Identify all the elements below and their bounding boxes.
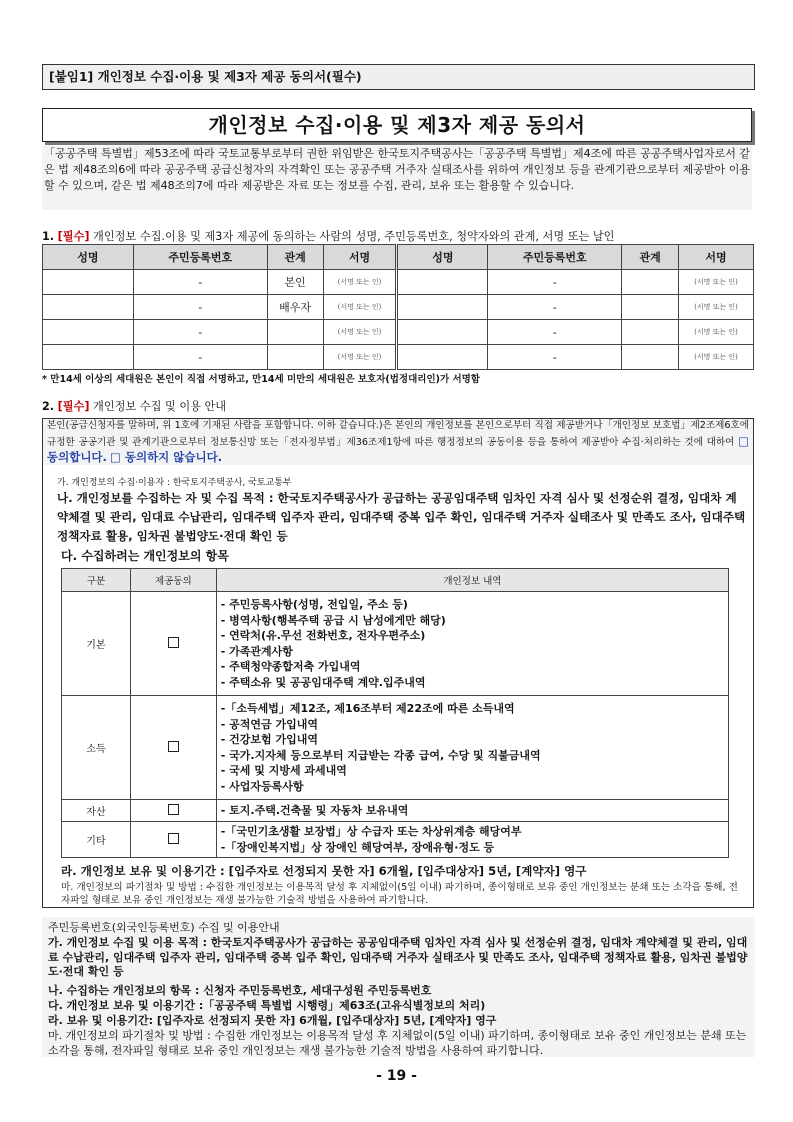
list-item: - 공적연금 가입내역 [220, 717, 319, 731]
section2-intro [43, 419, 753, 465]
table-row [43, 320, 754, 345]
signature-field[interactable]: (서명 또는 인) [323, 295, 397, 320]
items-list [216, 592, 728, 696]
checkbox-icon [168, 637, 179, 648]
destruction-line: 마. 개인정보의 파기절차 및 방법 : 수집한 개인정보는 이용목적 달성 후 지체없이(5일 이내) 파기하며, 종이형태로 보유 중인 개인정보는 분쇄 또는 소각을 통해, 전자파일 형태로 보유 중인 개인정보는 재생 불가능한 기술적 방법을 사용하여 파기합니다. [61, 882, 738, 906]
relation-cell: 배우자 [267, 295, 323, 320]
section1-note: * 만14세 이상의 세대원은 본인이 직접 서명하고, 만14세 미만의 세대원은 보호자(법정대리인)가 서명함 [42, 374, 480, 385]
section2-intro-text: 본인(공급신청자를 말하며, 위 1호에 기재된 사람을 포함합니다. 이하 같습니다.)은 본인의 개인정보를 본인으로부터 직접 제공받거나「개인정보 보호법」제2조제6호에 규정한 공공기관 및 관계기관으로부터 정보통신망 또는「전자정부법」제36조제1항에 따른 행정정보의 공동이용 등을 통하여 제공받아 수집·처리하는 것에 대하여 [47, 420, 749, 448]
section2-required-tag: [필수] [57, 400, 90, 413]
section2-number: 2. [42, 400, 55, 413]
rrn-field[interactable]: - [488, 320, 622, 345]
list-item: - 국가.지자체 등으로부터 지급받는 각종 급여, 수당 및 직불금내역 [220, 748, 541, 762]
retention-line: 라. 개인정보 보유 및 이용기간 : [입주자로 선정되지 못한 자] 6개월, [입주대상자] 5년, [계약자] 영구 [61, 864, 587, 878]
items-list [216, 822, 728, 858]
signature-field[interactable]: (서명 또는 인) [323, 270, 397, 295]
list-item: - 주민등록사항(성명, 전입일, 주소 등) [220, 598, 408, 611]
section2-heading [42, 398, 226, 414]
list-item: - 건강보험 가입내역 [220, 733, 319, 746]
rrn-items: 나. 수집하는 개인정보의 항목 : 신청자 주민등록번호, 세대구성원 주민등록번호 [48, 984, 432, 997]
checkbox-icon [168, 804, 179, 815]
col-signature: 서명 [323, 245, 397, 270]
col-consent: 제공동의 [130, 569, 216, 592]
table-row [62, 696, 729, 800]
personal-info-items-table [61, 568, 729, 858]
relation-field[interactable] [622, 320, 679, 345]
table-row [62, 800, 729, 822]
name-field[interactable] [43, 295, 134, 320]
name-field[interactable] [397, 320, 488, 345]
col-category: 구분 [62, 569, 131, 592]
name-field[interactable] [397, 345, 488, 370]
section2-text: 개인정보 수집 및 이용 안내 [93, 400, 227, 413]
col-name: 성명 [397, 245, 488, 270]
rrn-field[interactable]: - [488, 295, 622, 320]
rrn-purpose: 가. 개인정보 수집 및 이용 목적 : 한국토지주택공사가 공급하는 공공임대주택 임차인 자격 심사 및 선정순위 결정, 임대차 계약체결 및 관리, 임대료 수납관리, 임대주택 입주자 관리, 임대주택 중복 입주 확인, 임대주택 거주자 실태조사 및 만족도 조사, 임대주택 정책자료 활용, 임차권 불법양도·전대 확인 등 [48, 936, 748, 978]
list-item: - 가족관계사항 [220, 644, 293, 658]
category-basic: 기본 [62, 592, 131, 696]
consent-checkbox[interactable] [130, 696, 216, 800]
rrn-field[interactable]: - [488, 345, 622, 370]
appendix-heading: [붙임1] 개인정보 수집·이용 및 제3자 제공 동의서(필수) [42, 64, 755, 90]
name-field[interactable] [43, 270, 134, 295]
rrn-legal-basis: 다. 개인정보 보유 및 이용기간 :「공공주택 특별법 시행령」제63조(고유식별정보의 처리) [48, 999, 486, 1012]
rrn-field[interactable]: - [133, 345, 267, 370]
relation-field[interactable] [622, 295, 679, 320]
rrn-field[interactable]: - [488, 270, 622, 295]
intro-paragraph: 「공공주택 특별법」제53조에 따라 국토교통부로부터 권한 위임받은 한국토지주택공사는「공공주택 특별법」제4조에 따른 공공주택사업자로서 같은 법 제48조의6에 따라 공공주택 공급신청자의 자격확인 또는 공공주택 거주자 실태조사를 위하여 개인정보 등을 관계기관으로부터 제공받아 이용할 수 있으며, 같은 법 제48조의7에 따라 제공받은 자료 또는 정보를 수집, 관리, 보유 또는 활용할 수 있습니다. [42, 146, 752, 210]
signature-field[interactable]: (서명 또는 인) [323, 345, 397, 370]
relation-cell: 본인 [267, 270, 323, 295]
signature-field[interactable]: (서명 또는 인) [679, 270, 754, 295]
table-row [62, 592, 729, 696]
relation-field[interactable] [622, 345, 679, 370]
disagree-option[interactable]: □ 동의하지 않습니다. [109, 450, 223, 464]
section1-number: 1. [42, 230, 55, 243]
relation-field[interactable] [267, 320, 323, 345]
collector-line: 가. 개인정보의 수집·이용자 : 한국토지주택공사, 국토교통부 [57, 478, 292, 488]
col-details: 개인정보 내역 [216, 569, 728, 592]
list-item: - 연락처(유.무선 전화번호, 전자우편주소) [220, 629, 426, 642]
col-signature: 서명 [679, 245, 754, 270]
relation-field[interactable] [267, 345, 323, 370]
collection-info-box [42, 418, 754, 908]
table-row [43, 345, 754, 370]
items-list [216, 696, 728, 800]
col-relation: 관계 [622, 245, 679, 270]
checkbox-icon [168, 833, 179, 844]
name-field[interactable] [43, 345, 134, 370]
list-item: - 주택청약종합저축 가입내역 [220, 660, 361, 673]
table-row [62, 822, 729, 858]
section1-heading [42, 228, 615, 244]
name-field[interactable] [397, 295, 488, 320]
category-assets: 자산 [62, 800, 131, 822]
consent-checkbox[interactable] [130, 822, 216, 858]
rrn-field[interactable]: - [133, 295, 267, 320]
name-field[interactable] [397, 270, 488, 295]
rrn-heading: 주민등록번호(외국인등록번호) 수집 및 이용안내 [48, 921, 280, 934]
document-title: 개인정보 수집·이용 및 제3자 제공 동의서 [42, 108, 752, 142]
page-number: - 19 - [376, 1068, 417, 1084]
relation-field[interactable] [622, 270, 679, 295]
col-rrn: 주민등록번호 [133, 245, 267, 270]
rrn-field[interactable]: - [133, 320, 267, 345]
signature-field[interactable]: (서명 또는 인) [679, 320, 754, 345]
signature-field[interactable]: (서명 또는 인) [323, 320, 397, 345]
list-item: - 토지.주택.건축물 및 자동차 보유내역 [220, 803, 409, 817]
consent-checkbox[interactable] [130, 800, 216, 822]
items-list [216, 800, 728, 822]
category-other: 기타 [62, 822, 131, 858]
table-row [43, 270, 754, 295]
table-row [43, 295, 754, 320]
name-field[interactable] [43, 320, 134, 345]
list-item: - 주택소유 및 공공임대주택 계약.입주내역 [220, 675, 426, 689]
purpose-line: 나. 개인정보를 수집하는 자 및 수집 목적 : 한국토지주택공사가 공급하는 공공임대주택 임차인 자격 심사 및 선정순위 결정, 임대차 계약체결 및 관리, 임대료 수납관리, 임대주택 입주자 관리, 임대주택 중복 입주 확인, 임대주택 거주자 실태조사 및 만족도 조사, 임대주택 정책자료 활용, 임차권 불법양도·전대 확인 등 [57, 491, 746, 543]
agree-option[interactable]: □ 동의합니다. [47, 433, 749, 464]
list-item: -「장애인복지법」상 장애인 해당여부, 장애유형·정도 등 [220, 840, 495, 854]
consent-signature-table [42, 244, 754, 370]
checkbox-icon [168, 741, 179, 752]
list-item: - 병역사항(행복주택 공급 시 남성에게만 해당) [220, 613, 446, 627]
signature-field[interactable]: (서명 또는 인) [679, 295, 754, 320]
list-item: - 국세 및 지방세 과세내역 [220, 764, 347, 777]
list-item: -「소득세법」제12조, 제16조부터 제22조에 따른 소득내역 [220, 702, 515, 715]
section1-text: 개인정보 수집.이용 및 제3자 제공에 동의하는 사람의 성명, 주민등록번호, 청약자와의 관계, 서명 또는 날인 [93, 230, 615, 243]
section1-required-tag: [필수] [57, 230, 90, 243]
list-item: -「국민기초생활 보장법」상 수급자 또는 차상위계층 해당여부 [220, 825, 522, 838]
rrn-field[interactable]: - [133, 270, 267, 295]
col-relation: 관계 [267, 245, 323, 270]
category-income: 소득 [62, 696, 131, 800]
list-item: - 사업자등록사항 [220, 779, 304, 793]
rrn-retention: 라. 보유 및 이용기간: [입주자로 선정되지 못한 자] 6개월, [입주대상자] 5년, [계약자] 영구 [48, 1014, 497, 1027]
col-rrn: 주민등록번호 [488, 245, 622, 270]
rrn-collection-box [42, 917, 755, 1057]
rrn-destruction: 마. 개인정보의 파기절차 및 방법 : 수집한 개인정보는 이용목적 달성 후 지체없이(5일 이내) 파기하며, 종이형태로 보유 중인 개인정보는 분쇄 또는 소각을 통해, 전자파일 형태로 보유 중인 개인정보는 재생 불가능한 기술적 방법을 사용하여 파기합니다. [48, 1029, 747, 1057]
items-heading: 다. 수집하려는 개인정보의 항목 [61, 549, 229, 563]
signature-field[interactable]: (서명 또는 인) [679, 345, 754, 370]
col-name: 성명 [43, 245, 134, 270]
consent-checkbox[interactable] [130, 592, 216, 696]
